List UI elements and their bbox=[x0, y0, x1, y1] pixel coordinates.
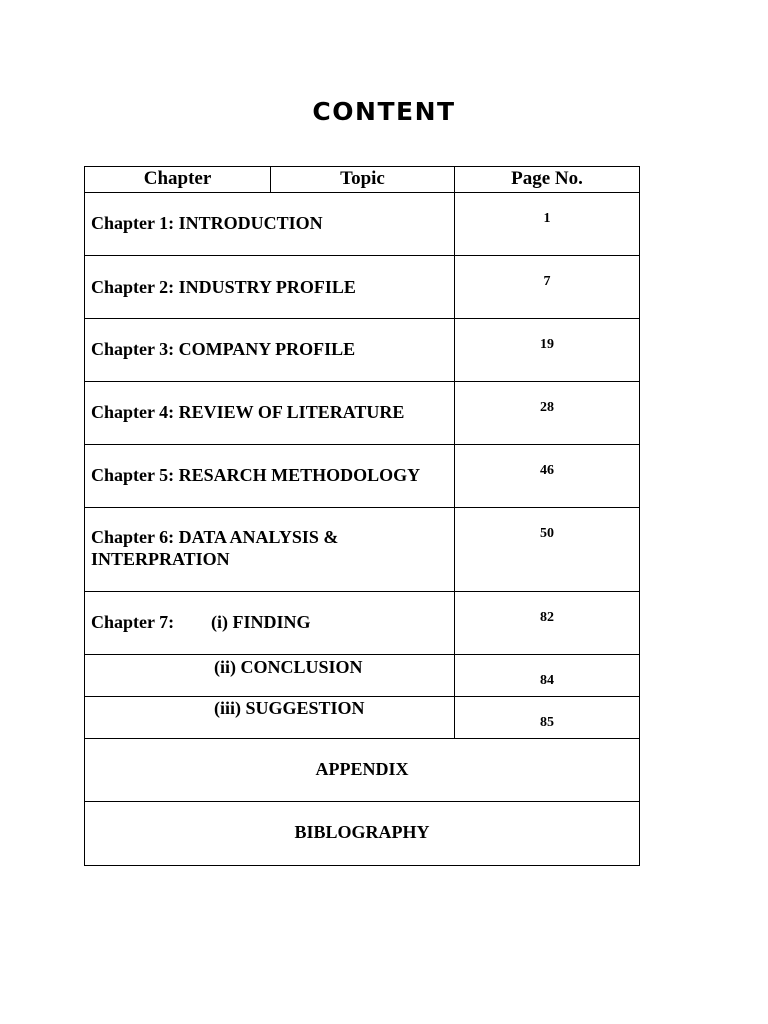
table-row bbox=[85, 655, 639, 697]
page-cell bbox=[455, 592, 639, 654]
table-row bbox=[85, 508, 639, 592]
chapter-7-item-finding: (i) FINDING bbox=[211, 612, 311, 632]
chapter-3-page: 19 bbox=[540, 337, 554, 352]
table-row bbox=[85, 319, 639, 382]
bibliography-label: BIBLOGRAPHY bbox=[294, 822, 430, 842]
chapter-1-label: Chapter 1: INTRODUCTION bbox=[91, 213, 323, 233]
page-cell bbox=[455, 319, 639, 381]
page-cell bbox=[455, 445, 639, 507]
topic-cell bbox=[85, 445, 455, 507]
topic-cell bbox=[85, 382, 455, 444]
chapter-6-label-line2: INTERPRATION bbox=[91, 549, 230, 569]
topic-cell bbox=[85, 193, 455, 255]
page-cell bbox=[455, 508, 639, 591]
table-row bbox=[85, 697, 639, 739]
topic-cell bbox=[85, 592, 455, 654]
finding-page: 82 bbox=[540, 610, 554, 625]
table-row bbox=[85, 382, 639, 445]
topic-cell bbox=[85, 697, 455, 738]
topic-cell bbox=[85, 256, 455, 318]
appendix-label: APPENDIX bbox=[315, 759, 409, 779]
chapter-7-item-conclusion: (ii) CONCLUSION bbox=[214, 657, 363, 677]
chapter-5-page: 46 bbox=[540, 463, 554, 478]
chapter-2-label: Chapter 2: INDUSTRY PROFILE bbox=[91, 277, 356, 297]
page-cell bbox=[455, 193, 639, 255]
bibliography-row bbox=[85, 802, 639, 865]
topic-cell bbox=[85, 655, 455, 696]
topic-cell bbox=[85, 319, 455, 381]
header-topic: Topic bbox=[271, 167, 455, 192]
page-cell bbox=[455, 382, 639, 444]
page-title: CONTENT bbox=[312, 97, 456, 126]
header-chapter: Chapter bbox=[85, 167, 271, 192]
contents-table bbox=[84, 166, 640, 866]
chapter-6-label-line1: Chapter 6: DATA ANALYSIS & bbox=[91, 527, 339, 547]
chapter-7-label: Chapter 7: bbox=[91, 612, 175, 632]
chapter-1-page: 1 bbox=[543, 211, 551, 226]
page-cell bbox=[455, 697, 639, 738]
appendix-row bbox=[85, 739, 639, 802]
page-cell bbox=[455, 655, 639, 696]
table-row bbox=[85, 256, 639, 319]
header-page-no: Page No. bbox=[511, 168, 583, 189]
chapter-2-page: 7 bbox=[543, 274, 551, 289]
table-row bbox=[85, 592, 639, 655]
chapter-7-item-suggestion: (iii) SUGGESTION bbox=[214, 698, 365, 718]
chapter-5-label: Chapter 5: RESARCH METHODOLOGY bbox=[91, 465, 421, 485]
chapter-6-page: 50 bbox=[540, 526, 554, 541]
conclusion-page: 84 bbox=[540, 673, 554, 688]
chapter-4-page: 28 bbox=[540, 400, 554, 415]
page-cell bbox=[455, 256, 639, 318]
chapter-4-label: Chapter 4: REVIEW OF LITERATURE bbox=[91, 402, 405, 422]
topic-cell bbox=[85, 508, 455, 591]
table-row bbox=[85, 193, 639, 256]
suggestion-page: 85 bbox=[540, 715, 554, 730]
table-header-row bbox=[85, 167, 639, 193]
chapter-3-label: Chapter 3: COMPANY PROFILE bbox=[91, 339, 356, 359]
table-row bbox=[85, 445, 639, 508]
